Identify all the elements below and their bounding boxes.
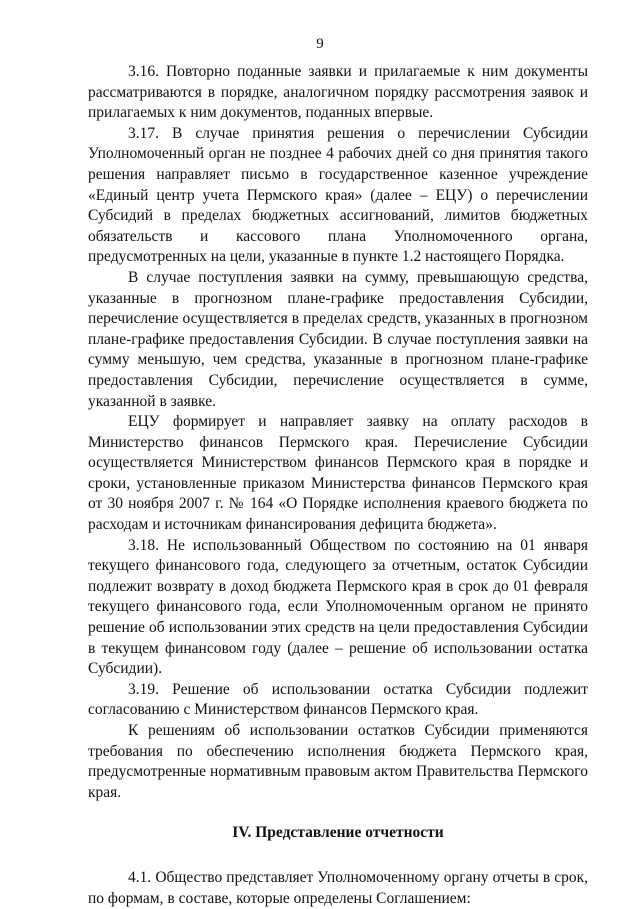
- document-body: [88, 62, 588, 909]
- paragraph-3-19-requirements: К решениям об использовании остатков Субсидии применяются требования по обеспечению исполнения бюджета Пермского края, предусмотренные нормативным правовым актом Правительства Пермского края.: [88, 722, 588, 801]
- paragraph-3-19: 3.19. Решение об использовании остатка Субсидии подлежит согласованию с Министерством финансов Пермского края.: [88, 680, 588, 719]
- paragraph-3-17-ecu: ЕЦУ формирует и направляет заявку на оплату расходов в Министерство финансов Пермского края. Перечисление Субсидии осуществляется Министерством финансов Пермского края в порядке и сроки, установленные приказом Министерства финансов Пермского края от 30 ноября 2007 г. № 164 «О Порядке исполнения краевого бюджета по расходам и источникам финансирования дефицита бюджета».: [88, 413, 588, 534]
- paragraph-3-17-overpayment: В случае поступления заявки на сумму, превышающую средства, указанные в прогнозном плане-графике предоставления Субсидии, перечисление осуществляется в пределах средств, указанных в прогнозном плане-графике предоставления Субсидии. В случае поступления заявки на сумму меньшую, чем средства, указанные в прогнозном плане-графике предоставления Субсидии, перечисление осуществляется в сумме, указанной в заявке.: [88, 268, 588, 410]
- paragraph-4-1: 4.1. Общество представляет Уполномоченному органу отчеты в срок, по формам, в составе, которые определены Соглашением:: [88, 868, 588, 907]
- paragraph-3-17: 3.17. В случае принятия решения о перечислении Субсидии Уполномоченный орган не позднее 4 рабочих дней со дня принятия такого решения направляет письмо в государственное казенное учреждение «Единый центр учета Пермского края» (далее – ЕЦУ) о перечислении Субсидий в пределах бюджетных ассигнований, лимитов бюджетных обязательств и кассового плана Уполномоченного органа, предусмотренных на цели, указанные в пункте 1.2 настоящего Порядка.: [88, 124, 588, 266]
- section-heading: IV. Представление отчетности: [232, 824, 444, 842]
- paragraph-3-16: 3.16. Повторно поданные заявки и прилагаемые к ним документы рассматриваются в порядке, аналогичном порядку рассмотрения заявок и прилагаемых к ним документов, поданных впервые.: [88, 63, 588, 122]
- page-number: 9: [316, 36, 324, 52]
- paragraph-3-18: 3.18. Не использованный Обществом по состоянию на 01 января текущего финансового года, следующего за отчетным, остаток Субсидии подлежит возврату в доход бюджета Пермского края в срок до 01 февраля текущего финансового года, если Уполномоченным органом не принято решение об использовании этих средств на цели предоставления Субсидии в текущем финансовом году (далее – решение об использовании остатка Субсидии).: [88, 536, 588, 678]
